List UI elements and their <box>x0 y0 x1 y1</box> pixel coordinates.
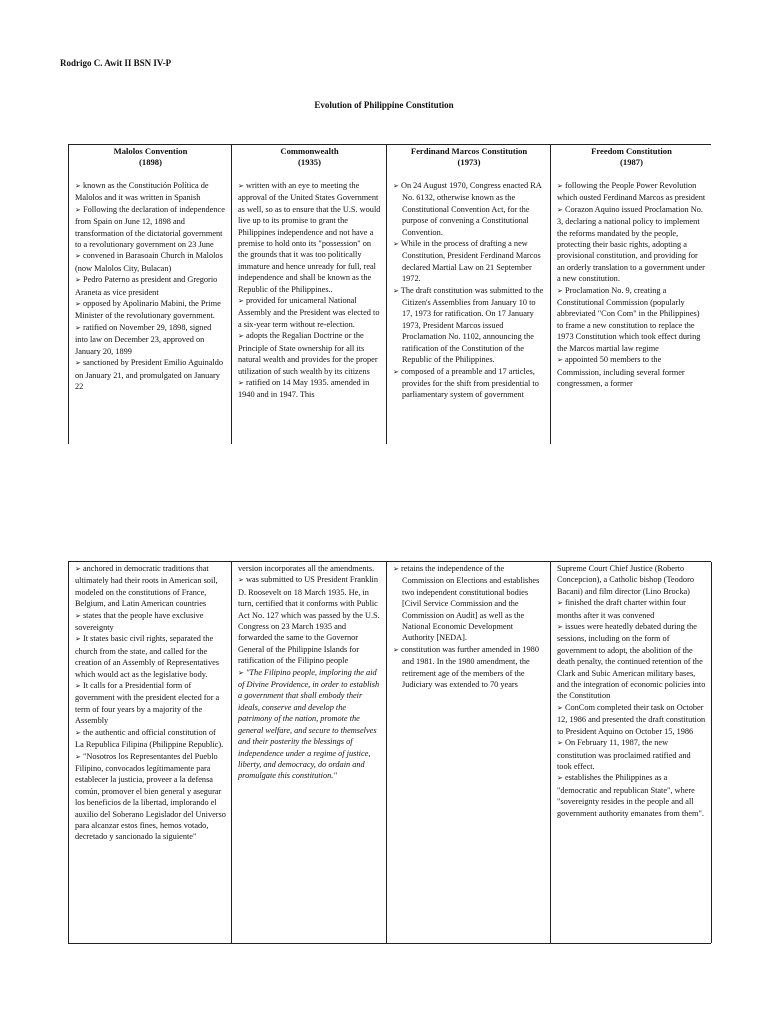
bullet-list <box>75 563 226 843</box>
bullet-arrow-icon: ➢ <box>75 728 81 737</box>
bullet-arrow-icon: ➢ <box>238 668 244 677</box>
bullet-list <box>238 180 381 401</box>
list-item-text: issues were heatedly debated during the sessions, including on the form of government to adopt, the abolition of the death penalty, the continued retention of the Clark and Subic American military bases, and the integration of economic policies into the Constitution <box>557 622 706 701</box>
constitution-table-page-1 <box>68 144 711 444</box>
bullet-arrow-icon: ➢ <box>393 286 399 295</box>
list-item-text: the authentic and official constitution of La Republica Filipina (Philippine Republic). <box>75 727 224 750</box>
list-item <box>75 357 226 392</box>
bullet-arrow-icon: ➢ <box>75 323 81 332</box>
column-title: Freedom Constitution <box>591 146 672 156</box>
document-title: Evolution of Philippine Constitution <box>314 100 454 110</box>
list-item-text: composed of a preamble and 17 articles, provides for the shift from presidential to parliamentary system of government <box>398 366 539 400</box>
list-item-text: ratified on November 29, 1898, signed into law on December 23, approved on January 20, 1899 <box>75 322 212 356</box>
list-item-text: anchored in democratic traditions that ultimately had their roots in American soil, modeled on the constitutions of France, Belgium, and Latin American countries <box>75 564 218 609</box>
list-item-text: The draft constitution was submitted to the Citizen's Assemblies from January 10 to 17, 1973 for ratification. On 17 January 1973, President Marcos issued Proclamation No. 1102, announcing the ratification of the Constitution of the Republic of the Philippines. <box>398 285 544 365</box>
column-header-freedom <box>557 146 706 168</box>
column-title: Ferdinand Marcos Constitution <box>410 146 528 156</box>
list-item-text: states that the people have exclusive sovereignty <box>75 610 204 633</box>
bullet-arrow-icon: ➢ <box>238 182 244 190</box>
list-item <box>557 285 706 354</box>
list-item <box>557 772 706 819</box>
list-item-text: Proclamation No. 9, creating a Constitutional Commission (popularly abbreviated "Con Com" in the Philippines) to frame a new constitution to replace the 1973 Constitution which took effect during the Marcos martial law regime <box>557 285 701 353</box>
list-item <box>393 238 545 285</box>
list-item <box>238 180 381 295</box>
bullet-arrow-icon: ➢ <box>75 565 81 573</box>
list-item-text: ConCom completed their task on October 12, 1986 and presented the draft constitution to President Aquino on October 15, 1986 <box>557 702 706 736</box>
list-item-text: On 24 August 1970, Congress enacted RA No. 6132, otherwise known as the Constitutional Convention Act, for the purpose of convening a Constitutional Convention. <box>398 181 542 237</box>
column-year: (1935) <box>298 157 321 167</box>
list-item <box>75 633 226 680</box>
list-item <box>238 667 381 782</box>
column-freedom-cont <box>551 562 712 943</box>
list-item <box>75 322 226 357</box>
list-item-text: adopts the Regalian Doctrine or the Principle of State ownership for all its natural wealth and provides for the proper utilization of such wealth by its citizens <box>238 331 378 376</box>
bullet-arrow-icon: ➢ <box>75 635 81 644</box>
list-item-text: was submitted to US President Franklin D. Roosevelt on 18 March 1935. He, in turn, certified that it conforms with Public Act No. 127 which was passed by the U.S. Congress on 23 March 1935 and forwarded the same to the Governor General of the Philippine Islands for ratification of the Filipino people <box>238 575 380 666</box>
list-item-text: sanctioned by President Emilio Aguinaldo on January 21, and promulgated on January 22 <box>75 358 224 391</box>
bullet-arrow-icon: ➢ <box>75 182 81 190</box>
column-malolos <box>69 145 232 444</box>
list-item-text: known as the Constitución Política de Malolos and it was written in Spanish <box>75 181 209 203</box>
column-malolos-cont <box>69 562 232 943</box>
list-item <box>75 563 226 610</box>
list-item <box>393 644 545 691</box>
bullet-arrow-icon: ➢ <box>75 611 81 620</box>
list-item <box>75 274 226 298</box>
bullet-arrow-icon: ➢ <box>238 576 244 585</box>
constitution-table-page-2 <box>68 561 711 944</box>
bullet-arrow-icon: ➢ <box>557 182 563 190</box>
bullet-arrow-icon: ➢ <box>75 252 81 261</box>
bullet-list <box>393 563 545 690</box>
bullet-arrow-icon: ➢ <box>393 645 399 654</box>
list-item-text: constitution was further amended in 1980 and 1981. In the 1980 amendment, the retirement age of the members of the Judiciary was extended to 70 years <box>398 644 539 690</box>
list-item <box>75 180 226 204</box>
column-marcos-cont <box>387 562 551 943</box>
bullet-list <box>238 574 381 781</box>
bullet-list <box>557 597 706 819</box>
column-title: Malolos Convention <box>113 146 188 156</box>
bullet-arrow-icon: ➢ <box>557 599 563 608</box>
list-item-text: ratified on 14 May 1935. amended in 1940 and in 1947. This <box>238 377 370 400</box>
column-marcos <box>387 145 551 444</box>
list-item <box>557 702 706 737</box>
author-line: Rodrigo C. Awit II BSN IV-P <box>60 58 172 68</box>
column-year: (1898) <box>139 157 162 167</box>
bullet-arrow-icon: ➢ <box>238 378 244 387</box>
list-item <box>75 751 226 843</box>
list-item <box>238 295 381 330</box>
list-item <box>75 204 226 251</box>
list-item <box>75 250 226 274</box>
list-item <box>75 727 226 751</box>
list-item <box>393 285 545 366</box>
list-item <box>393 180 545 238</box>
bullet-arrow-icon: ➢ <box>557 356 563 365</box>
column-commonwealth-cont <box>232 562 387 943</box>
bullet-arrow-icon: ➢ <box>557 623 563 632</box>
list-item <box>557 621 706 702</box>
list-item-text: opposed by Apolinario Mabini, the Prime Minister of the revolutionary government. <box>75 299 221 321</box>
bullet-arrow-icon: ➢ <box>75 276 81 285</box>
list-item-text: Following the declaration of independence from Spain on June 12, 1898 and transformation of the dictatorial government to a revolutionary government on 23 June <box>75 204 225 250</box>
list-item-text: provided for unicameral National Assembly and the President was elected to a six-year term without re-election. <box>238 296 380 329</box>
list-item <box>393 366 545 401</box>
list-item <box>557 204 706 285</box>
list-item <box>238 330 381 377</box>
bullet-arrow-icon: ➢ <box>557 703 563 712</box>
column-header-marcos <box>393 146 545 168</box>
bullet-list <box>393 180 545 401</box>
continued-text: Supreme Court Chief Justice (Roberto Concepcion), a Catholic bishop (Teodoro Bacani) and film director (Lino Brocka) <box>557 564 694 596</box>
list-item-text: establishes the Philippines as a "democratic and republican State", where "sovereignty resides in the people and all government authority emanates from them". <box>557 773 704 818</box>
list-item <box>75 680 226 727</box>
list-item-text: "Nosotros los Representantes del Pueblo Filipino, convocados legítimamente para establecer la justicia, proveer a la defensa común, promover el bien general y asegurar los beneficios de la libertad, implorando el auxilio del Soberano Legislador del Universo para alcanzar estos fines, hemos votado, decretado y sancionado la siguiente" <box>75 751 226 842</box>
column-freedom <box>551 145 711 444</box>
list-item <box>238 574 381 666</box>
bullet-arrow-icon: ➢ <box>557 739 563 748</box>
list-item-text: appointed 50 members to the Commission, including several former congressmen, a former <box>557 355 685 388</box>
bullet-arrow-icon: ➢ <box>75 300 81 309</box>
column-header-malolos <box>75 146 226 168</box>
list-item <box>75 610 226 634</box>
list-item-text: finished the draft charter within four months after it was convened <box>557 598 686 620</box>
bullet-list <box>75 180 226 392</box>
bullet-arrow-icon: ➢ <box>393 367 399 376</box>
list-item-text: Corazon Aquino issued Proclamation No. 3, declaring a national policy to implement the reforms mandated by the people, protecting their basic rights, adopting a provisional constitution, and providing for an orderly translation to a government under a new constitution. <box>557 204 705 284</box>
list-item <box>393 563 545 644</box>
bullet-arrow-icon: ➢ <box>75 752 81 761</box>
list-item <box>557 737 706 772</box>
bullet-arrow-icon: ➢ <box>75 205 81 214</box>
bullet-arrow-icon: ➢ <box>557 205 563 214</box>
column-title: Commonwealth <box>280 146 339 156</box>
list-item <box>238 377 381 401</box>
list-item-text: written with an eye to meeting the approval of the United States Government as well, so as to ensure that the U.S. would live up to its promise to grant the Philippines independence and not have a premise to hold onto its "possession" on the grounds that it was too politically immature and hence unready for full, real independence and shall be known as the Republic of the Philippines.. <box>238 181 381 294</box>
bullet-arrow-icon: ➢ <box>393 565 399 573</box>
list-item-text: "The Filipino people, imploring the aid of Divine Providence, in order to establish a government that shall embody their ideals, conserve and develop the patrimony of the nation, promote the general welfare, and secure to themselves and their posterity the blessings of independence under a regime of justice, liberty, and democracy, do ordain and promulgate this constitution." <box>238 667 380 781</box>
column-commonwealth <box>232 145 387 444</box>
list-item <box>557 354 706 389</box>
list-item <box>557 597 706 621</box>
column-year: (1973) <box>457 157 481 167</box>
list-item-text: It states basic civil rights, separated the church from the state, and called for the creation of an Assembly of Representatives which would act as the legislative body. <box>75 634 220 679</box>
list-item <box>75 298 226 322</box>
bullet-arrow-icon: ➢ <box>393 182 399 190</box>
list-item <box>557 180 706 204</box>
bullet-list <box>557 180 706 389</box>
column-year: (1987) <box>620 157 643 167</box>
list-item-text: On February 11, 1987, the new constitution was proclaimed ratified and took effect. <box>557 738 691 771</box>
list-item-text: following the People Power Revolution which ousted Ferdinand Marcos as president <box>557 181 706 203</box>
list-item-text: Pedro Paterno as president and Gregorio Araneta as vice president <box>75 275 218 297</box>
bullet-arrow-icon: ➢ <box>75 682 81 691</box>
bullet-arrow-icon: ➢ <box>557 286 563 295</box>
bullet-arrow-icon: ➢ <box>238 297 244 306</box>
list-item-text: retains the independence of the Commission on Elections and establishes two independent constitutional bodies [Civil Service Commission and the Commission on Audit] as well as the National Economic Development Authority [NEDA]. <box>398 564 540 643</box>
list-item-text: While in the process of drafting a new Constitution, President Ferdinand Marcos declared Martial Law on 21 September 1972. <box>398 239 541 284</box>
bullet-arrow-icon: ➢ <box>238 332 244 341</box>
bullet-arrow-icon: ➢ <box>393 240 399 249</box>
column-header-commonwealth <box>238 146 381 168</box>
bullet-arrow-icon: ➢ <box>557 774 563 783</box>
list-item-text: convened in Barasoain Church in Malolos (now Malolos City, Bulacan) <box>75 251 223 273</box>
continued-text: version incorporates all the amendments. <box>238 564 375 573</box>
list-item-text: It calls for a Presidential form of government with the president elected for a term of four years by a majority of the Assembly <box>75 681 220 726</box>
bullet-arrow-icon: ➢ <box>75 359 81 368</box>
